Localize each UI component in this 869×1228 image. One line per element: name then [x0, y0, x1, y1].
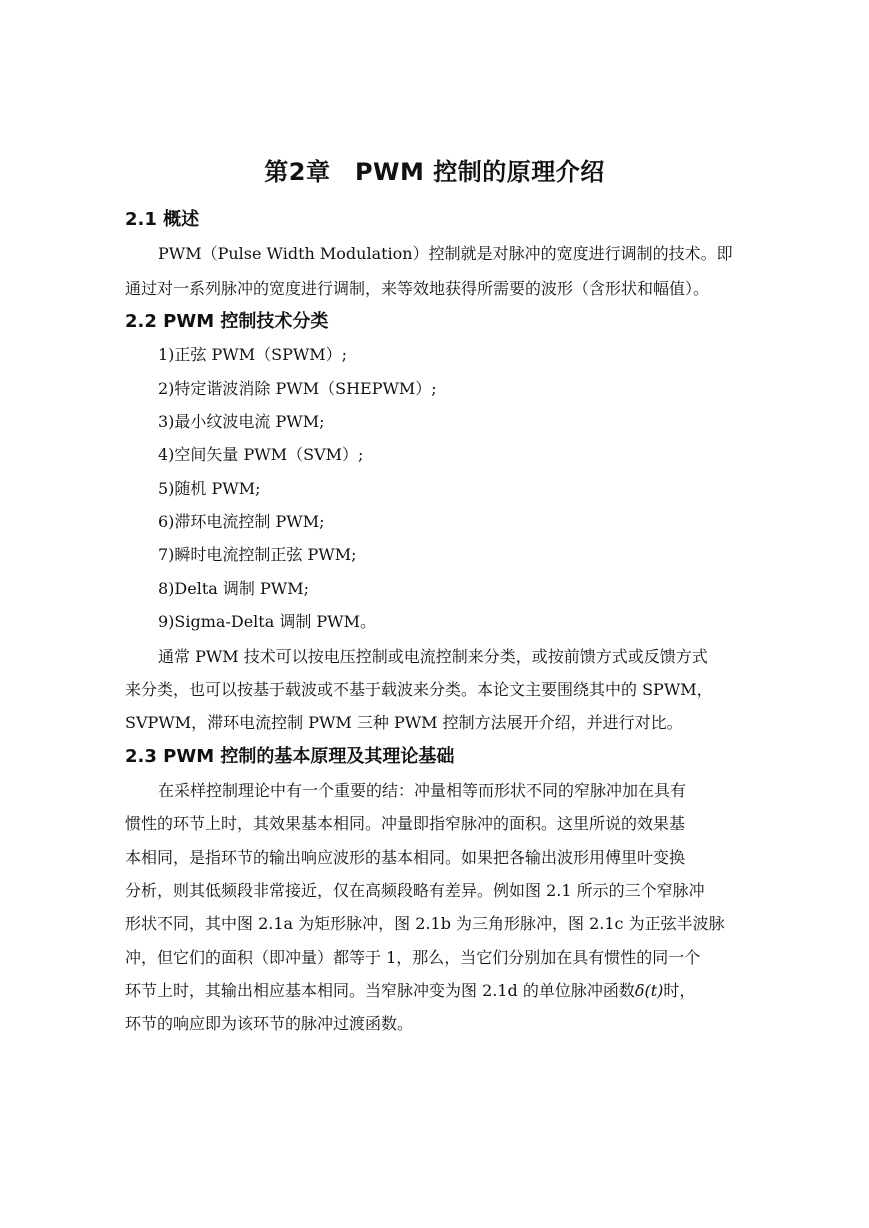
list-item: 7)瞬时电流控制正弦 PWM; [158, 545, 357, 564]
list-item: 1)正弦 PWM（SPWM）; [158, 345, 348, 364]
list-item: 5)随机 PWM; [158, 479, 261, 498]
paragraph-line: 通常 PWM 技术可以按电压控制或电流控制来分类，或按前馈方式或反馈方式 [158, 647, 708, 666]
section-heading-2-3: 2.3 PWM 控制的基本原理及其理论基础 [125, 746, 455, 767]
paragraph-line: 惯性的环节上时，其效果基本相同。冲量即指窄脉冲的面积。这里所说的效果基 [125, 814, 686, 833]
paragraph-text: 环节上时，其输出相应基本相同。当窄脉冲变为图 2.1d 的单位脉冲函数 [125, 981, 635, 1000]
list-item: 6)滞环电流控制 PWM; [158, 512, 325, 531]
list-item: 8)Delta 调制 PWM; [158, 579, 309, 598]
delta-function-symbol: δ(t) [634, 981, 664, 1000]
paragraph-line [125, 979, 745, 1003]
paragraph-line: 分析，则其低频段非常接近，仅在高频段略有差异。例如图 2.1 所示的三个窄脉冲 [125, 881, 705, 900]
chapter-title: 第2章 PWM 控制的原理介绍 [264, 158, 605, 186]
paragraph-line: 形状不同，其中图 2.1a 为矩形脉冲，图 2.1b 为三角形脉冲，图 2.1c 为正弦半波脉 [125, 914, 725, 933]
paragraph-line: 通过对一系列脉冲的宽度进行调制，来等效地获得所需要的波形（含形状和幅值）。 [125, 279, 710, 298]
paragraph-line: 冲，但它们的面积（即冲量）都等于 1，那么，当它们分别加在具有惯性的同一个 [125, 948, 701, 967]
paragraph-line: SVPWM，滞环电流控制 PWM 三种 PWM 控制方法展开介绍，并进行对比。 [125, 713, 683, 732]
paragraph-text: 时， [663, 981, 696, 1000]
paragraph-line: 来分类，也可以按基于载波或不基于载波来分类。本论文主要围绕其中的 SPWM， [125, 680, 713, 699]
paragraph-line: 环节的响应即为该环节的脉冲过渡函数。 [125, 1014, 414, 1033]
paragraph-line: PWM（Pulse Width Modulation）控制就是对脉冲的宽度进行调制的技术。即 [158, 244, 733, 263]
list-item: 2)特定谐波消除 PWM（SHEPWM）; [158, 379, 437, 398]
list-item: 3)最小纹波电流 PWM; [158, 412, 325, 431]
paragraph-line: 在采样控制理论中有一个重要的结：冲量相等而形状不同的窄脉冲加在具有 [158, 781, 687, 800]
paragraph-line: 本相同，是指环节的输出响应波形的基本相同。如果把各输出波形用傅里叶变换 [125, 848, 686, 867]
list-item: 9)Sigma-Delta 调制 PWM。 [158, 612, 377, 631]
section-heading-2-2: 2.2 PWM 控制技术分类 [125, 311, 329, 332]
list-item: 4)空间矢量 PWM（SVM）; [158, 445, 364, 464]
section-heading-2-1: 2.1 概述 [125, 209, 200, 230]
